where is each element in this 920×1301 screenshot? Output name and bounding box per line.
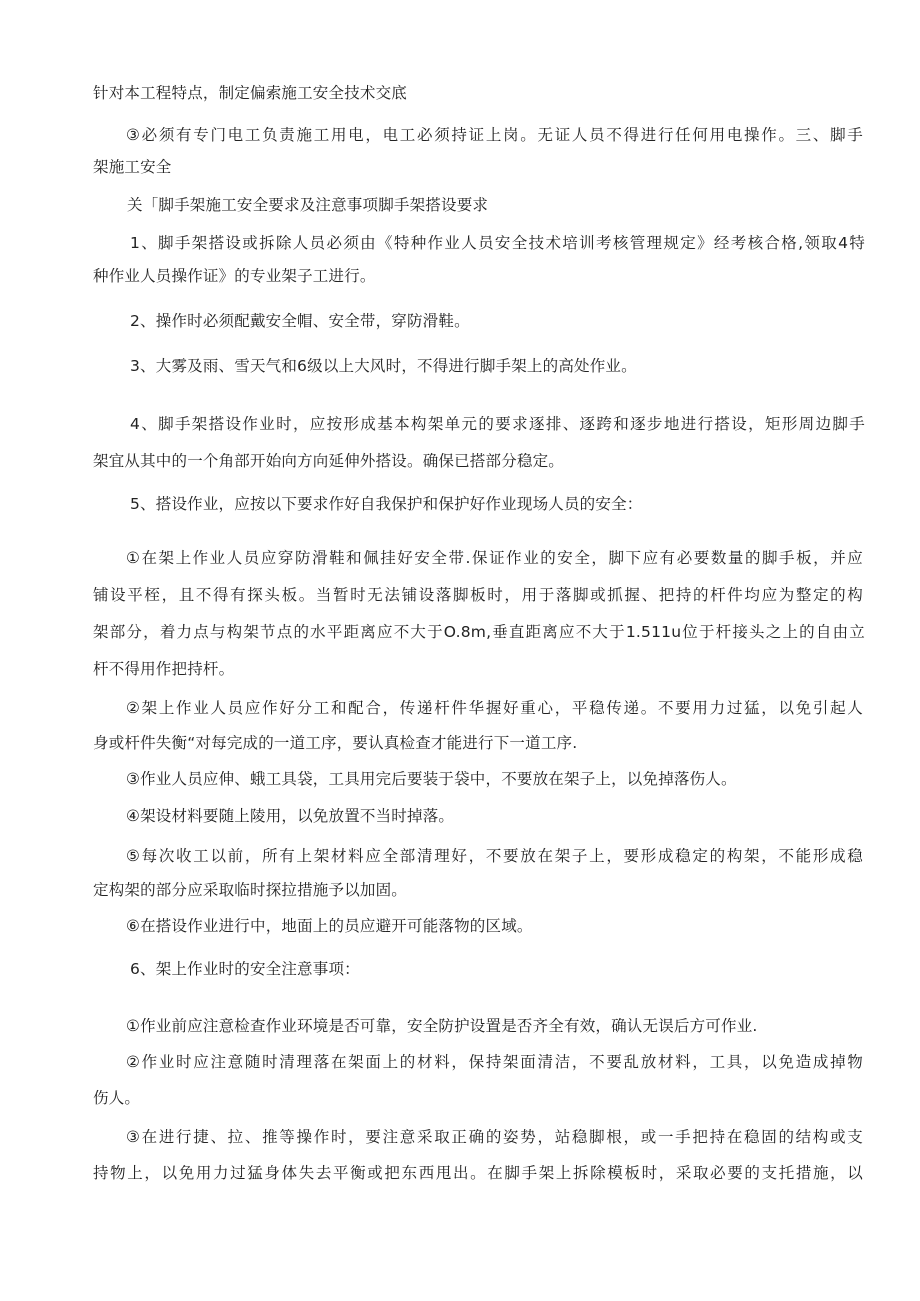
- paragraph-line-28: 持物上，以免用力过猛身体失去平衡或把东西甩出。在脚手架上拆除模板时，采取必要的支托措施，以: [93, 1164, 863, 1182]
- paragraph-line-21: 定构架的部分应采取临时探拉措施予以加固。: [93, 881, 408, 899]
- paragraph-line-15: 杆不得用作把持杆。: [93, 660, 235, 678]
- paragraph-line-9: 4、脚手架搭设作业时，应按形成基本构架单元的要求逐排、逐跨和逐步地进行搭设，矩形周边脚手: [130, 415, 865, 433]
- paragraph-line-16: ②架上作业人员应作好分工和配合，传递杆件华握好重心，平稳传递。不要用力过猛，以免引起人: [126, 699, 863, 717]
- paragraph-line-11: 5、搭设作业，应按以下要求作好自我保护和保护好作业现场人员的安全：: [130, 495, 643, 513]
- paragraph-line-20: ⑤每次收工以前，所有上架材料应全部清理好，不要放在架子上，要形成稳定的构架，不能形成稳: [126, 847, 863, 865]
- paragraph-line-10: 架宜从其中的一个角部开始向方向延伸外搭设。确保已搭部分稳定。: [93, 452, 565, 470]
- paragraph-line-27: ③在进行捷、拉、推等操作时，要注意采取正确的姿势，站稳脚根，或一手把持在稳固的结构或支: [126, 1128, 863, 1146]
- paragraph-line-2: ③必须有专门电工负责施工用电，电工必须持证上岗。无证人员不得进行任何用电操作。三、脚手: [126, 126, 863, 144]
- paragraph-line-24: ①作业前应注意检查作业环境是否可靠，安全防护设置是否齐全有效，确认无误后方可作业.: [126, 1017, 758, 1035]
- paragraph-line-1: 针对本工程特点，制定偏索施工安全技术交底: [93, 84, 408, 102]
- paragraph-line-25: ②作业时应注意随时清理落在架面上的材料，保持架面清洁，不要乱放材料，工具，以免造成掉物: [126, 1053, 863, 1071]
- paragraph-line-19: ④架设材料要随上陵用，以免放置不当时掉落。: [126, 807, 455, 825]
- section-heading: 关「脚手架施工安全要求及注意事项脚手架搭设要求: [127, 196, 489, 214]
- paragraph-line-6: 种作业人员操作证》的专业架子工进行。: [93, 267, 376, 285]
- paragraph-line-14: 架部分，着力点与构架节点的水平距离应不大于O.8m,垂直距离应不大于1.511u位于杆接头之上的自由立: [93, 623, 865, 641]
- paragraph-line-8: 3、大雾及雨、雪天气和6级以上大风时，不得进行脚手架上的高处作业。: [130, 357, 637, 375]
- paragraph-line-18: ③作业人员应伸、蛾工具袋，工具用完后要装于袋中，不要放在架子上，以免掉落伤人。: [126, 770, 737, 788]
- paragraph-line-12: ①在架上作业人员应穿防滑鞋和佩挂好安全带.保证作业的安全，脚下应有必要数量的脚手板，并应: [126, 549, 863, 567]
- paragraph-line-23: 6、架上作业时的安全注意事项：: [130, 960, 360, 978]
- paragraph-line-5: 1、脚手架搭设或拆除人员必须由《特种作业人员安全技术培训考核管理规定》经考核合格,领取4特: [130, 234, 865, 252]
- paragraph-line-17: 身或杆件失衡“对每完成的一道工序，要认真检查才能进行下一道工序.: [93, 734, 578, 752]
- paragraph-line-7: 2、操作时必须配戴安全帽、安全带，穿防滑鞋。: [130, 312, 470, 330]
- paragraph-line-13: 铺设平桎，且不得有探头板。当暂时无法铺设落脚板时，用于落脚或抓握、把持的杆件均应为整定的构: [93, 586, 863, 604]
- paragraph-line-26: 伤人。: [93, 1089, 141, 1107]
- paragraph-line-22: ⑥在搭设作业进行中，地面上的员应避开可能落物的区域。: [126, 917, 533, 935]
- paragraph-line-3: 架施工安全: [93, 158, 172, 176]
